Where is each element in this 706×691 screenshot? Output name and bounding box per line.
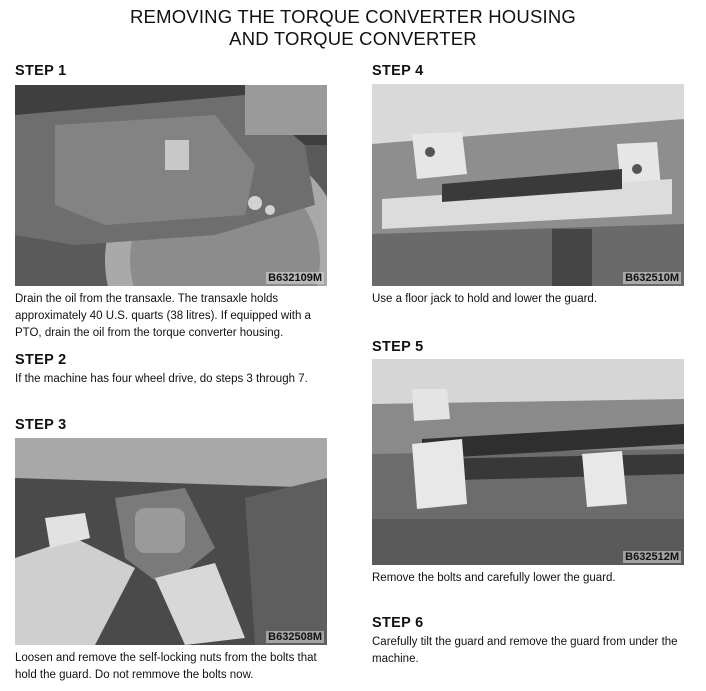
step-3-photo bbox=[15, 438, 327, 645]
step-1-heading: STEP 1 bbox=[15, 63, 67, 79]
step-3-image-code: B632508M bbox=[268, 631, 322, 643]
step-4-image-code: B632510M bbox=[625, 272, 679, 284]
step-2-heading: STEP 2 bbox=[15, 352, 67, 368]
step-5-heading: STEP 5 bbox=[372, 339, 424, 355]
step-1-photo bbox=[15, 85, 327, 286]
step-4-text: Use a floor jack to hold and lower the guard. bbox=[372, 293, 598, 305]
step-3-heading: STEP 3 bbox=[15, 417, 67, 433]
step-4-photo bbox=[372, 84, 684, 286]
step-1-image-code: B632109M bbox=[268, 272, 322, 284]
step-4-heading: STEP 4 bbox=[372, 63, 424, 79]
title-line-1: REMOVING THE TORQUE CONVERTER HOUSING bbox=[130, 6, 576, 27]
step-5-text: Remove the bolts and carefully lower the guard. bbox=[372, 572, 616, 584]
step-6-text: Carefully tilt the guard and remove the guard from under the machine. bbox=[372, 636, 678, 665]
step-5-photo bbox=[372, 359, 684, 565]
page-title bbox=[0, 6, 706, 50]
step-3-text: Loosen and remove the self-locking nuts from the bolts that hold the guard. Do not remmove the bolts now. bbox=[15, 652, 317, 681]
step-5-image-code: B632512M bbox=[625, 551, 679, 563]
title-line-2: AND TORQUE CONVERTER bbox=[229, 28, 477, 49]
step-1-text: Drain the oil from the transaxle. The transaxle holds approximately 40 U.S. quarts (38 litres). If equipped with a PTO, drain the oil from the torque converter housing. bbox=[15, 293, 311, 339]
step-2-text: If the machine has four wheel drive, do steps 3 through 7. bbox=[15, 373, 308, 385]
step-6-heading: STEP 6 bbox=[372, 615, 424, 631]
